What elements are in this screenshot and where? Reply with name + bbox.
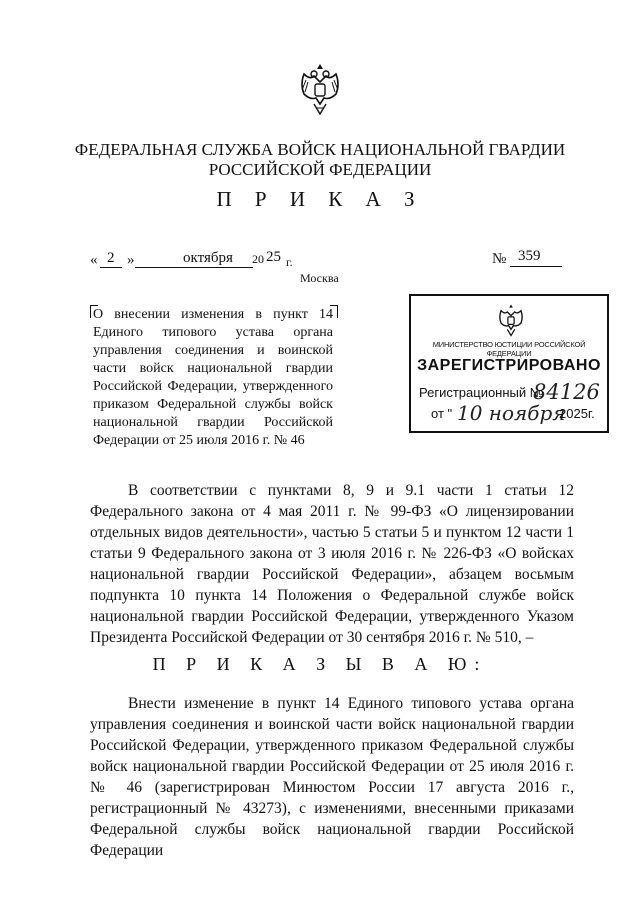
number-underline [510,266,562,267]
stamp-reg-number-label: Регистрационный № [419,385,544,400]
org-line-1: ФЕДЕРАЛЬНАЯ СЛУЖБА ВОЙСК НАЦИОНАЛЬНОЙ ГВАРДИИ [74,140,566,159]
coat-of-arms-emblem [296,60,344,118]
org-line-2: РОССИЙСКОЙ ФЕДЕРАЦИИ [208,160,432,179]
order-number-label: № [492,251,507,267]
date-month: октября [183,250,233,266]
city: Москва [300,271,339,285]
stamp-reg-number: 84126 [533,380,600,404]
date-day: 2 [107,250,115,266]
issuing-organization [60,140,580,180]
stamp-registered: ЗАРЕГИСТРИРОВАНО [417,357,601,374]
date-quote-close: » [127,252,135,268]
main-paragraph: Внести изменение в пункт 14 Единого типового устава органа управления соединения и воинской части войск национальной гвардии Российской Федерации, утвержденного приказом Федеральной службы войск национальной гвардии Российской Федерации от 25 июля 2016 г. № 46 (зарегистрирован Минюстом России 17 августа 2016 г., регистрационный № 43273), с изменениями, внесенными приказами Федеральной службы войск национальной гвардии Российской Федерации [90,695,574,859]
decree-heading: П Р И К А З Ы В А Ю: [152,654,488,674]
date-year-mark: г. [286,255,293,269]
order-subject: О внесении изменения в пункт 14 Единого типового устава органа управления соединения и воинской части войск национальной гвардии Российской Федерации, утвержденного приказом Федеральной службы войск национальной гвардии Российской Федерации от 25 июля 2016 г. № 46 [93,307,333,448]
stamp-date-label: от " [431,406,453,421]
document-type-heading: П Р И К А З [216,187,424,211]
date-quote-open: « [90,252,98,268]
stamp-date-year: 2025г. [559,406,595,421]
order-number: 359 [518,248,541,264]
stamp-coat-of-arms-emblem [496,302,526,338]
date-year-prefix: 20 [252,252,264,266]
stamp-ministry-name: МИНИСТЕРСТВО ЮСТИЦИИ РОССИЙСКОЙ ФЕДЕРАЦИИ [432,340,586,358]
stamp-date-value: 10 ноября [457,401,566,425]
day-underline [100,267,122,268]
date-year-suffix: 25 [266,249,281,265]
preamble-paragraph: В соответствии с пунктами 8, 9 и 9.1 части 1 статьи 12 Федерального закона от 4 мая 2011 г. № 99-ФЗ «О лицензировании отдельных видов деятельности», частью 5 статьи 5 и пунктом 12 части 1 статьи 9 Федерального закона от 3 июля 2016 г. № 226-ФЗ «О войсках национальной гвардии Российской Федерации», абзацем восьмым подпункта 10 пункта 14 Положения о Федеральной службе войск национальной гвардии Российской Федерации, утвержденного Указом Президента Российской Федерации от 30 сентября 2016 г. № 510, – [90,482,574,646]
registration-stamp [409,294,609,433]
month-underline [135,267,253,268]
